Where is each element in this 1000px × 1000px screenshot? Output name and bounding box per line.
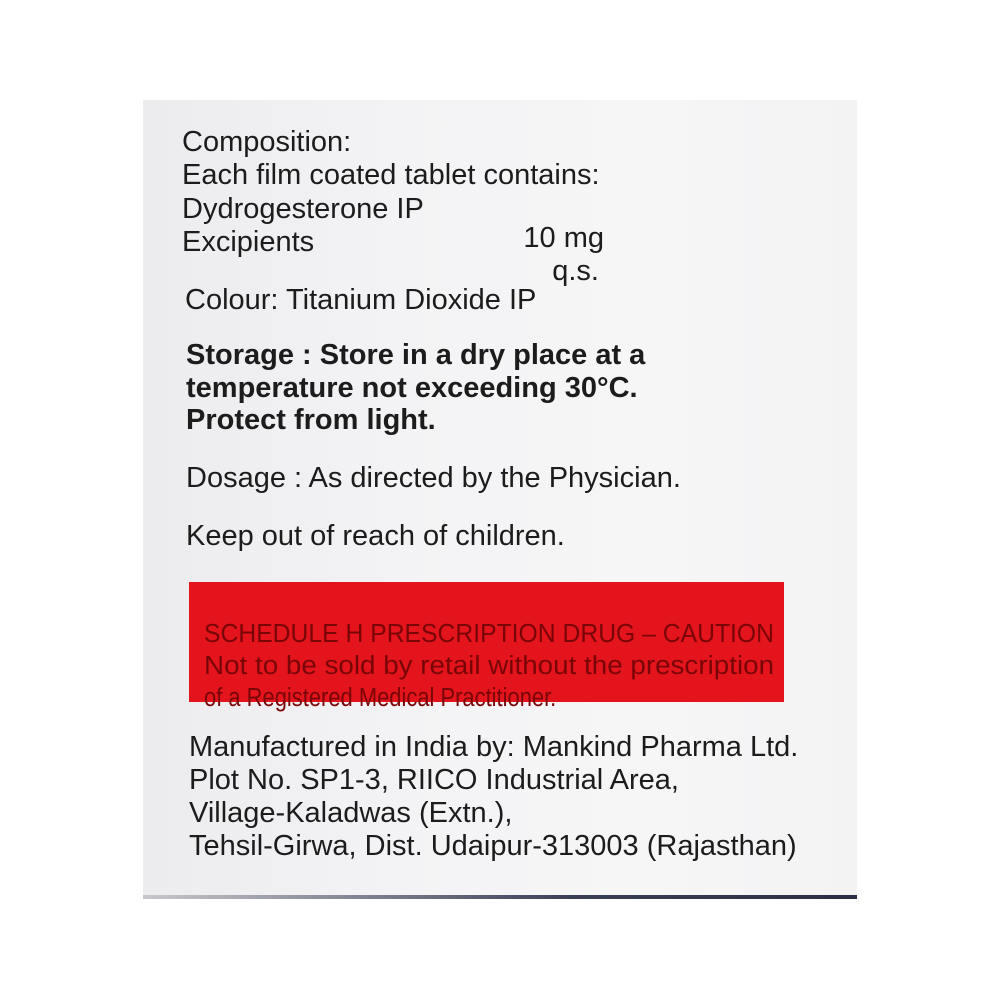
carton-bottom-edge [143,895,857,899]
ingredient-name-2: Excipients [182,226,315,258]
manufacturer-line-4: Tehsil-Girwa, Dist. Udaipur-313003 (Rajasthan) [189,830,797,862]
caution-title: SCHEDULE H PRESCRIPTION DRUG – CAUTION [204,619,774,648]
composition-intro: Each film coated tablet contains: [182,159,600,191]
ingredient-name-1: Dydrogesterone IP [182,193,424,225]
colour-statement: Colour: Titanium Dioxide IP [185,284,537,316]
caution-line-2: Not to be sold by retail without the prescription [204,651,775,680]
manufacturer-line-2: Plot No. SP1-3, RIICO Industrial Area, [189,764,679,796]
ingredient-amount-2: q.s. [552,255,599,287]
composition-heading: Composition: [182,126,352,158]
manufacturer-line-1: Manufactured in India by: Mankind Pharma Ltd. [189,731,799,763]
storage-line-1: Storage : Store in a dry place at a [186,339,646,371]
ingredient-amount-1: 10 mg [523,222,604,254]
manufacturer-line-3: Village-Kaladwas (Extn.), [189,797,513,829]
schedule-h-caution-box [189,582,784,712]
storage-line-2: temperature not exceeding 30°C. [186,372,638,404]
storage-line-3: Protect from light. [186,404,436,436]
dosage-statement: Dosage : As directed by the Physician. [186,462,681,494]
caution-line-3: of a Registered Medical Practitioner. [204,683,557,712]
keep-out-warning: Keep out of reach of children. [186,520,565,552]
